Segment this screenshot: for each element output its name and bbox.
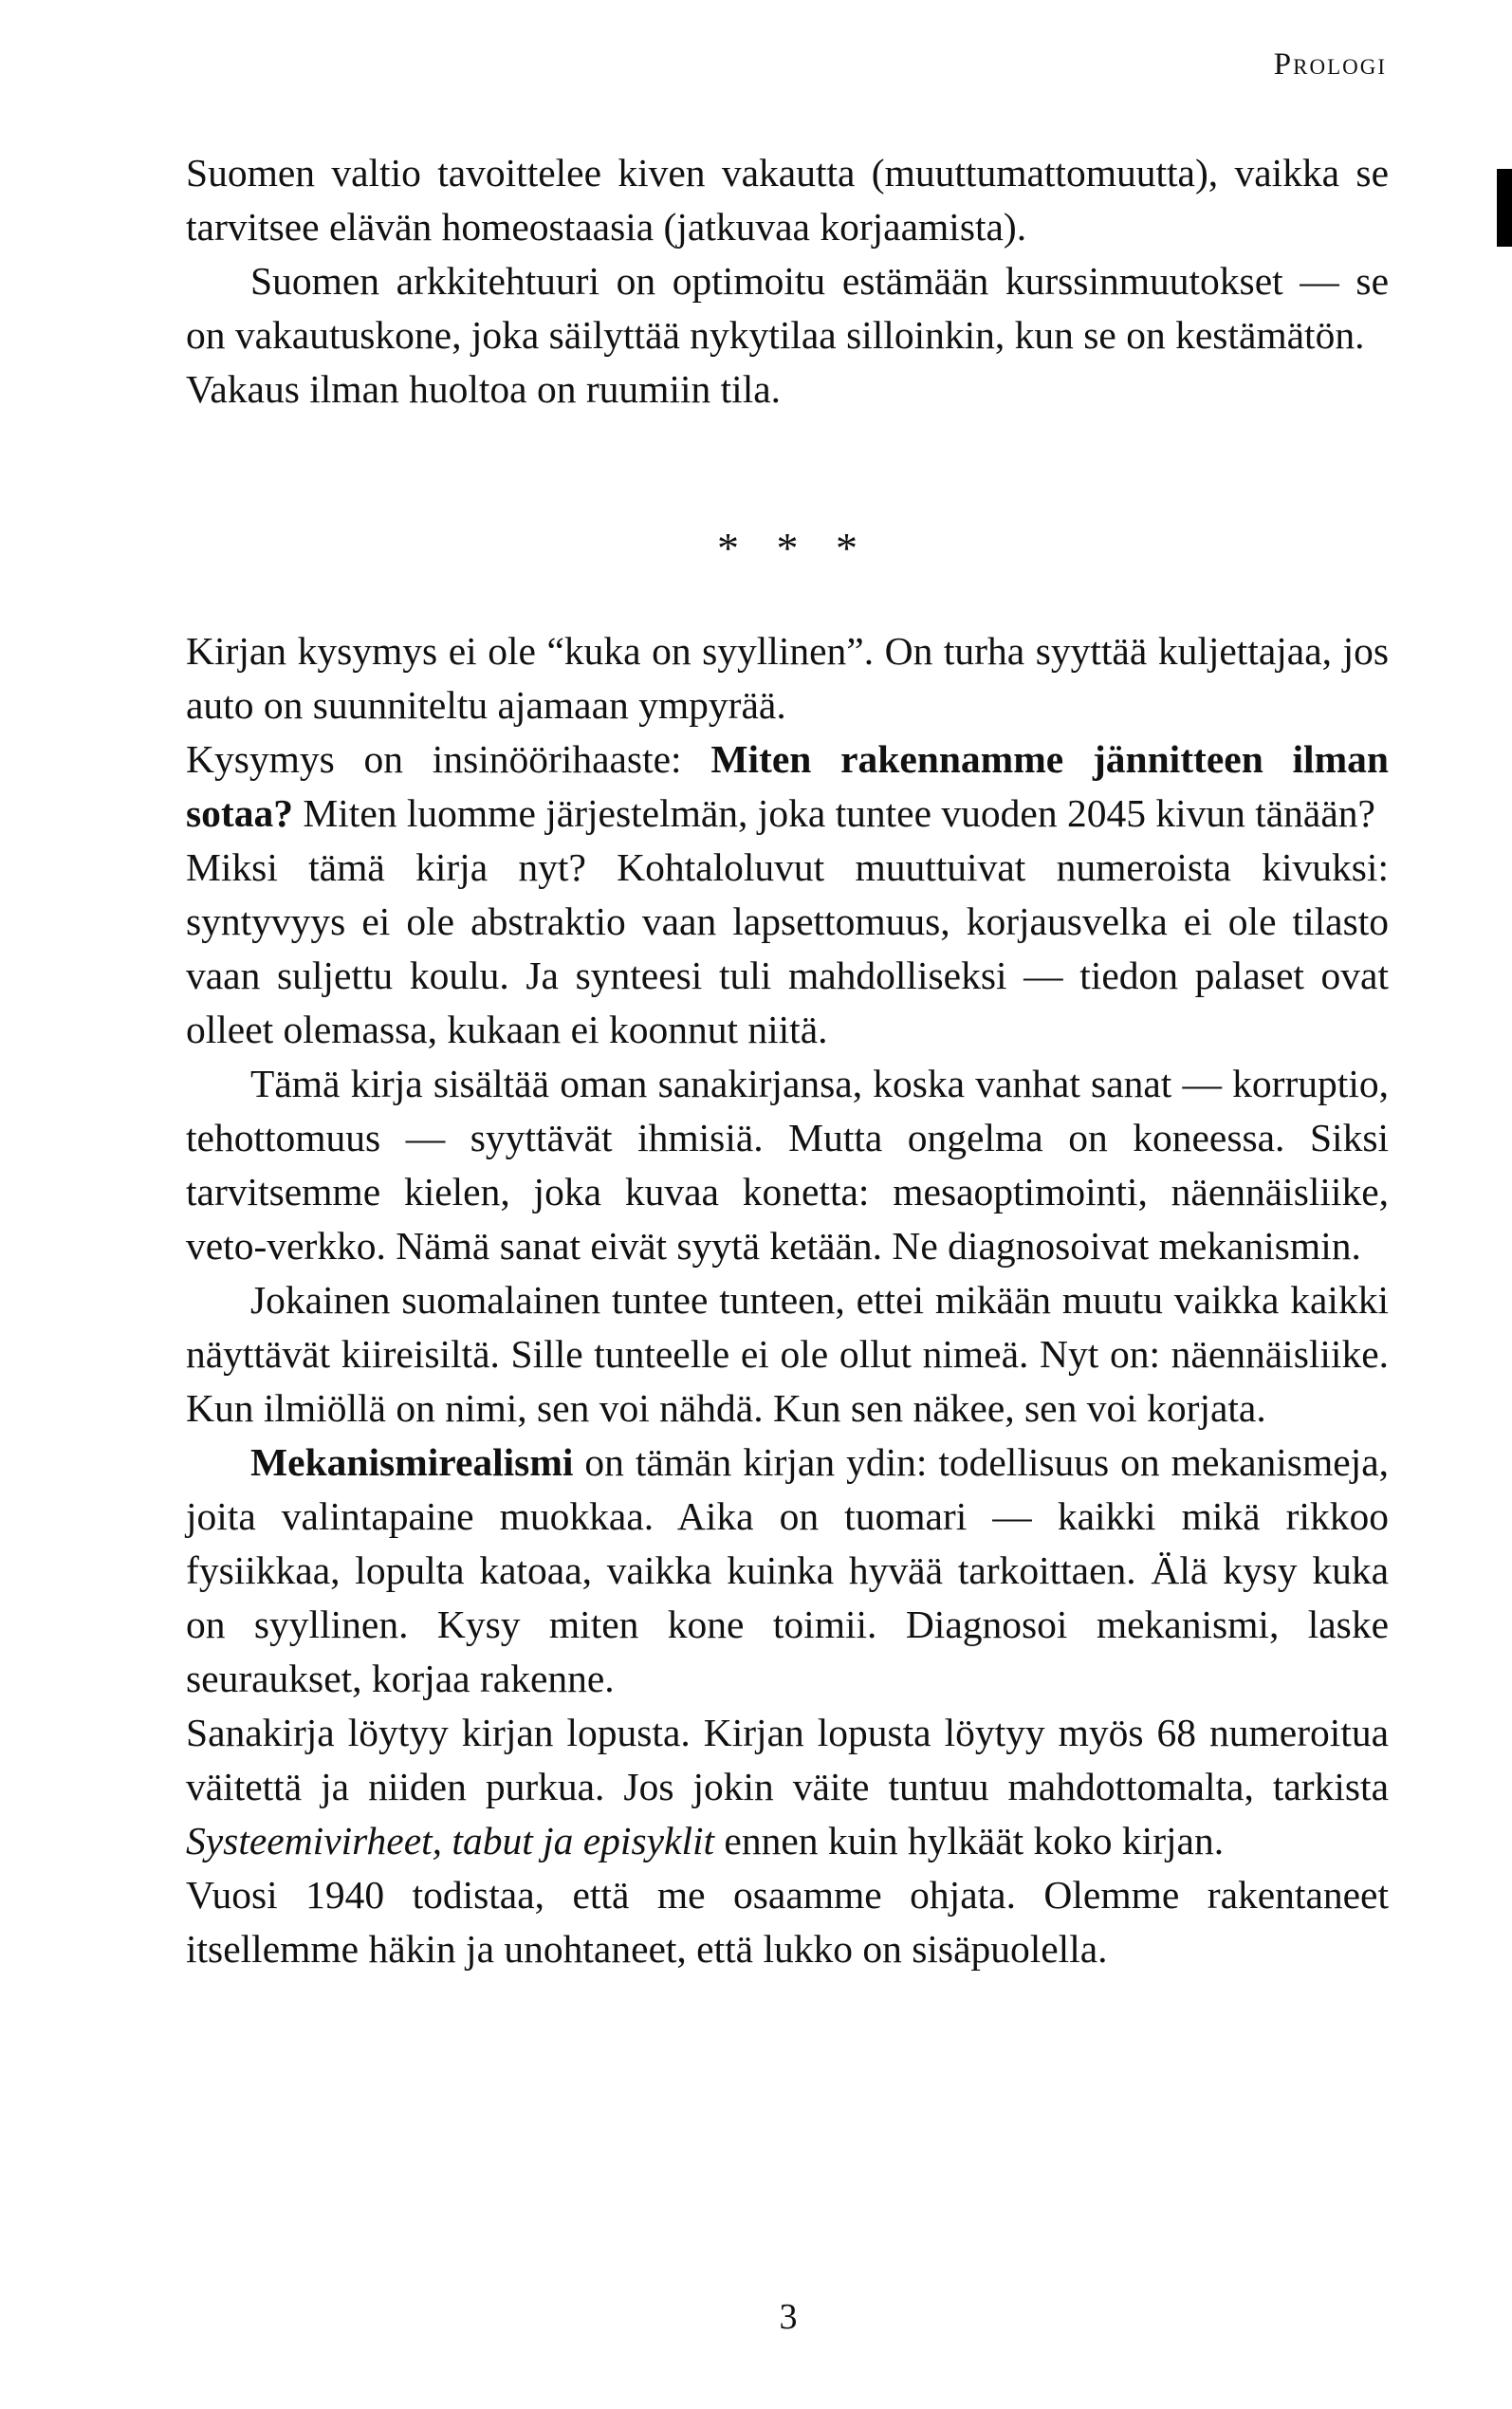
- italic-title: Systeemivirheet, tabut ja episyklit: [186, 1819, 715, 1862]
- paragraph: Jokainen suomalainen tuntee tunteen, ettei mikään muutu vaikka kaikki näyttävät kiireisiltä. Sille tunteelle ei ole ollut nimeä. Nyt on: näennäisliike. Kun ilmiöllä on nimi, sen voi nähdä. Kun sen näkee, sen voi korjata.: [186, 1278, 1389, 1430]
- paragraph-text: ennen kuin hylkäät koko kirjan.: [714, 1819, 1225, 1862]
- paragraph-text: Miten luomme järjestelmän, joka tuntee vuoden 2045 kivun tänään?: [292, 791, 1375, 835]
- section-break-ornament: * * *: [717, 524, 857, 572]
- paragraph: Miksi tämä kirja nyt? Kohtaloluvut muuttuivat numeroista kivuksi: syntyvyys ei ole abstraktio vaan lapsettomuus, korjausvelka ei ole tilasto vaan suljettu koulu. Ja synteesi tuli mahdolliseksi — tiedon palaset ovat olleet olemassa, kukaan ei koonnut niitä.: [186, 845, 1389, 1051]
- paragraph-text: on tämän kirjan ydin: todellisuus on mekanismeja, joita valintapaine muokkaa. Aika on tuomari — kaikki mikä rikkoo fysiikkaa, lopulta katoaa, vaikka kuinka hyvää tarkoittaen. Älä kysy kuka on syyllinen. Kysy miten kone toimii. Diagnosoi mekanismi, laske seuraukset, korjaa rakenne.: [186, 1440, 1389, 1700]
- running-head: Prologi: [1273, 47, 1387, 82]
- paragraph: Vuosi 1940 todistaa, että me osaamme ohjata. Olemme rakentaneet itsellemme häkin ja unohtaneet, että lukko on sisäpuolella.: [186, 1873, 1389, 1971]
- paragraph: [186, 732, 1389, 841]
- paragraph: Suomen arkkitehtuuri on optimoitu estämään kurssinmuutokset — se on vakautuskone, joka säilyttää nykytilaa silloinkin, kun se on kestämätön.: [186, 259, 1389, 357]
- section-one-text: [186, 146, 1389, 417]
- paragraph: [186, 1436, 1389, 1706]
- paragraph: Kirjan kysymys ei ole “kuka on syyllinen”. On turha syyttää kuljettajaa, jos auto on suunniteltu ajamaan ympyrää.: [186, 629, 1389, 727]
- bold-term: Mekanismirealismi: [250, 1440, 574, 1484]
- thumb-index-tab: [1497, 169, 1512, 247]
- paragraph: Tämä kirja sisältää oman sanakirjansa, koska vanhat sanat — korruptio, tehottomuus — syyttävät ihmisiä. Mutta ongelma on koneessa. Siksi tarvitsemme kielen, joka kuvaa konetta: mesaoptimointi, näennäisliike, veto-verkko. Nämä sanat eivät syytä ketään. Ne diagnosoivat mekanismin.: [186, 1062, 1389, 1268]
- section-two-text: [186, 624, 1389, 1976]
- paragraph-text: Sanakirja löytyy kirjan lopusta. Kirjan lopusta löytyy myös 68 numeroitua väitettä ja niiden purkua. Jos jokin väite tuntuu mahdottomalta, tarkista: [186, 1711, 1389, 1808]
- page-number: 3: [779, 2297, 798, 2337]
- paragraph: [186, 1706, 1389, 1868]
- bold-question: Miten rakennamme jännitteen ilman sotaa?: [186, 737, 1389, 835]
- paragraph: Suomen valtio tavoittelee kiven vakautta (muuttumattomuutta), vaikka se tarvitsee elävän homeostaasia (jatkuvaa korjaamista).: [186, 151, 1389, 249]
- paragraph: Vakaus ilman huoltoa on ruumiin tila.: [186, 367, 782, 411]
- paragraph-text: Kysymys on insinöörihaaste:: [186, 737, 711, 781]
